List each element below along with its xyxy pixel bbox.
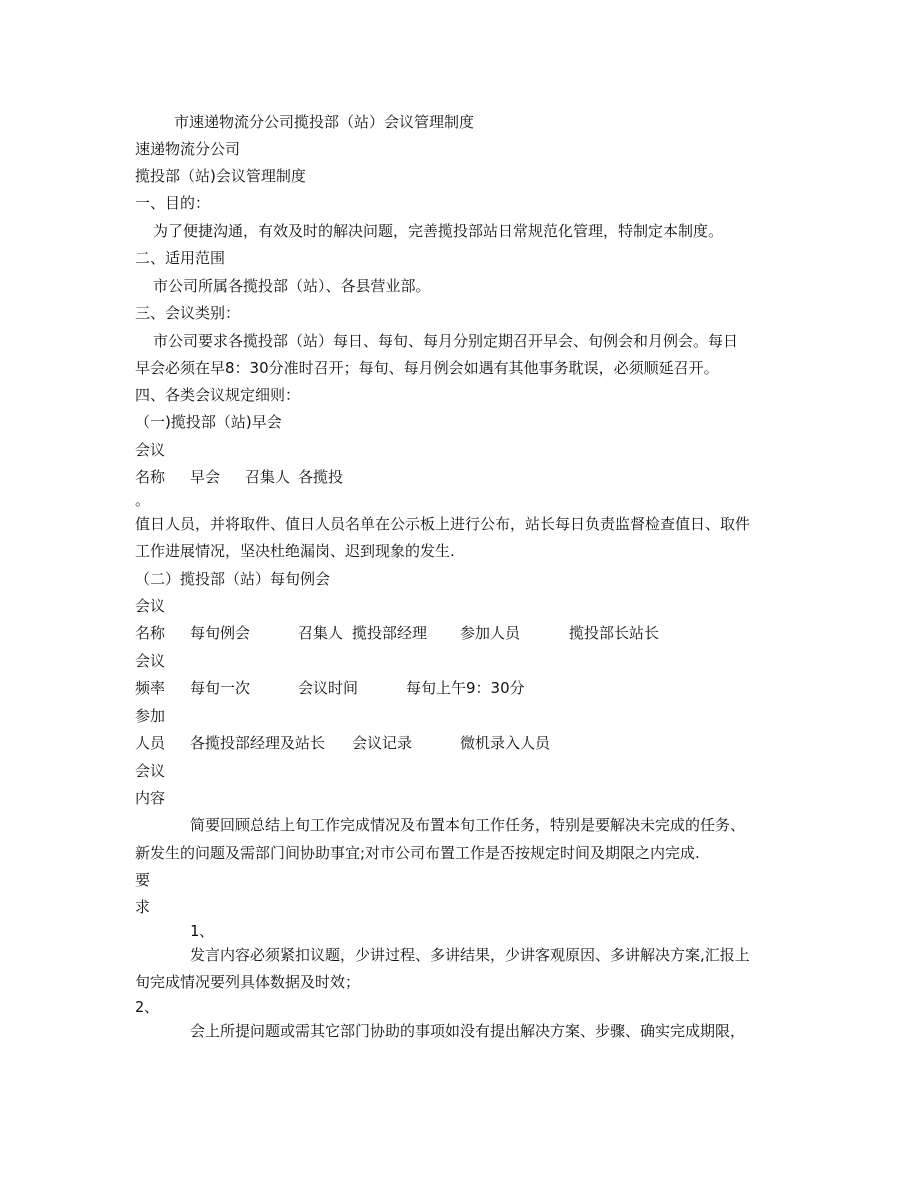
section-4-heading: 四、各类会议规定细则： xyxy=(135,386,301,404)
table-2-req-label-a: 要 xyxy=(135,871,151,889)
table-2-freq-label-a: 会议 xyxy=(135,652,166,670)
table-2-name-label-b: 名称 xyxy=(135,624,166,642)
table-2-attendees-label: 参加人员 xyxy=(460,624,521,642)
table-2-convener-label: 召集人 xyxy=(298,624,344,642)
subsection-1-body-line-1: 值日人员，并将取件、值日人员名单在公示板上进行公布，站长每日负责监督检查值日、取件 xyxy=(135,515,751,533)
table-1-convener-label: 召集人 xyxy=(245,468,291,486)
requirement-1-line-1: 发言内容必须紧扣议题，少讲过程、多讲结果，少讲客观原因、多讲解决方案,汇报上 xyxy=(190,946,750,964)
table-2-content-line-2: 新发生的问题及需部门间协助事宜;对市公司布置工作是否按规定时间及期限之内完成. xyxy=(135,844,700,862)
table-2-freq-label-b: 频率 xyxy=(135,679,166,697)
table-2-time-value: 每旬上午9：30分 xyxy=(406,679,525,697)
subsection-2-heading: （二）揽投部（站）每旬例会 xyxy=(135,570,331,588)
table-2-participants-label-b: 人员 xyxy=(135,734,166,752)
table-1-convener-value: 各揽投 xyxy=(298,468,344,486)
subsection-1-heading: （一)揽投部（站)早会 xyxy=(135,413,282,431)
requirement-1-number: 1、 xyxy=(190,922,215,940)
requirement-1-line-2: 旬完成情况要列具体数据及时效； xyxy=(135,973,361,991)
section-2-heading: 二、适用范围 xyxy=(135,249,226,267)
subsection-1-body-line-2: 工作进展情况，坚决杜绝漏岗、迟到现象的发生. xyxy=(135,542,455,560)
table-1-name-value: 早会 xyxy=(190,468,221,486)
document-subtitle: 揽投部（站)会议管理制度 xyxy=(135,167,306,185)
table-1-end-mark: 。 xyxy=(135,491,151,509)
document-title: 市速递物流分公司揽投部（站）会议管理制度 xyxy=(174,113,475,131)
requirement-2-number: 2、 xyxy=(135,998,160,1016)
table-2-record-value: 微机录入人员 xyxy=(460,734,551,752)
table-2-name-value: 每旬例会 xyxy=(190,624,251,642)
table-2-content-label-a: 会议 xyxy=(135,762,166,780)
table-2-attendees-value: 揽投部长站长 xyxy=(569,624,660,642)
table-2-freq-value: 每旬一次 xyxy=(190,679,251,697)
section-3-heading: 三、会议类别： xyxy=(135,304,241,322)
section-1-body: 为了便捷沟通，有效及时的解决问题，完善揽投部站日常规范化管理，特制定本制度。 xyxy=(153,222,724,240)
table-2-time-label: 会议时间 xyxy=(298,679,359,697)
section-2-body: 市公司所属各揽投部（站）、各县营业部。 xyxy=(153,277,431,295)
section-3-body-line-1: 市公司要求各揽投部（站）每日、每旬、每月分别定期召开早会、旬例会和月例会。每日 xyxy=(153,332,739,350)
company-name: 速递物流分公司 xyxy=(135,140,241,158)
section-3-body-line-2: 早会必须在早8：30分准时召开；每旬、每月例会如遇有其他事务耽误，必须顺延召开。 xyxy=(135,359,719,377)
table-2-record-label: 会议记录 xyxy=(352,734,413,752)
table-2-participants-value: 各揽投部经理及站长 xyxy=(190,734,326,752)
table-2-participants-label-a: 参加 xyxy=(135,707,166,725)
table-2-content-line-1: 简要回顾总结上旬工作完成情况及布置本旬工作任务，特别是要解决未完成的任务、 xyxy=(190,816,746,834)
table-1-name-label-a: 会议 xyxy=(135,441,166,459)
section-1-heading: 一、目的： xyxy=(135,194,211,212)
table-2-convener-value: 揽投部经理 xyxy=(352,624,428,642)
table-1-name-label-b: 名称 xyxy=(135,468,166,486)
requirement-2-line-1: 会上所提问题或需其它部门协助的事项如没有提出解决方案、步骤、确实完成期限， xyxy=(190,1022,746,1040)
table-2-name-label-a: 会议 xyxy=(135,597,166,615)
table-2-req-label-b: 求 xyxy=(135,898,151,916)
table-2-content-label-b: 内容 xyxy=(135,789,166,807)
